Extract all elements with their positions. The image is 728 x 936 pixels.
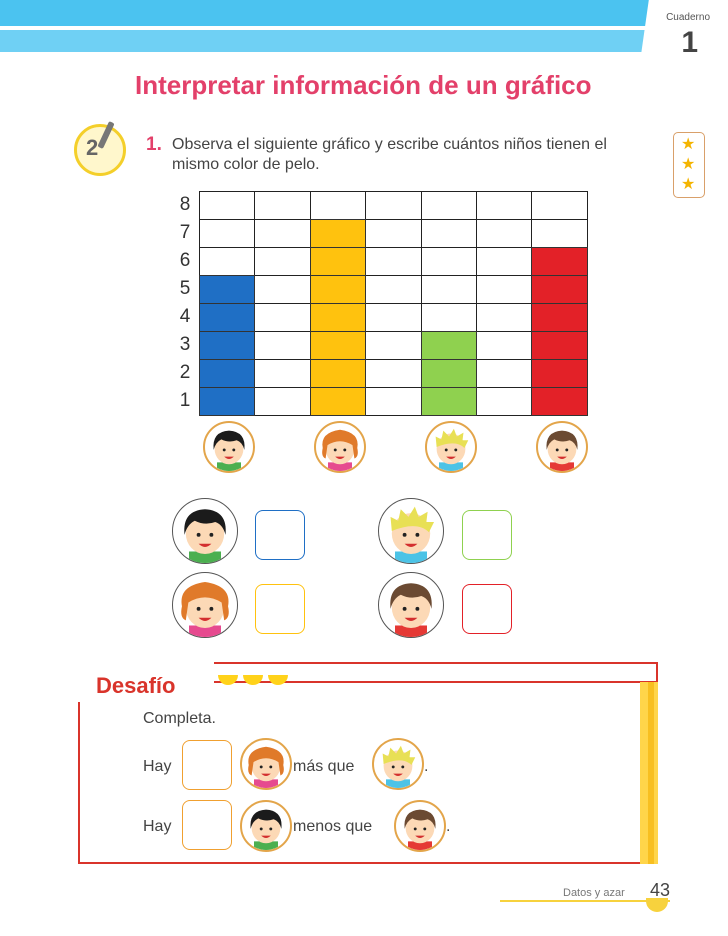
blond-hair-kid-face-icon (372, 738, 424, 790)
answer-box-brown-hair-kid[interactable] (462, 584, 512, 634)
chart-bar-red-hair-kid (310, 359, 366, 388)
cuaderno-label: Cuaderno (666, 12, 710, 23)
chart-bar-red-hair-kid (310, 247, 366, 276)
chart-grid-cell (254, 359, 310, 388)
chart-grid-cell (199, 247, 255, 276)
y-tick-label: 3 (179, 334, 191, 355)
line1-end: . (424, 758, 429, 775)
chart-bar-brown-hair-kid (531, 275, 587, 304)
y-tick-label: 2 (179, 362, 191, 383)
black-hair-kid-face-icon (240, 800, 292, 852)
desafio-title: Desafío (96, 673, 176, 698)
answer-box-red-hair-kid[interactable] (255, 584, 305, 634)
exercise-number: 1. (146, 134, 162, 155)
chart-bar-blond-hair-kid (421, 387, 477, 416)
chart-bar-brown-hair-kid (531, 387, 587, 416)
level-number: 2 (86, 135, 99, 160)
y-tick-label: 5 (179, 278, 191, 299)
chart-grid-cell (365, 275, 421, 304)
footer-section: Datos y azar (563, 887, 625, 899)
desafio-answer-box-1[interactable] (182, 740, 232, 790)
chart-grid-cell (365, 247, 421, 276)
y-tick-label: 8 (179, 194, 191, 215)
chart-grid-cell (421, 219, 477, 248)
y-tick-label: 1 (179, 390, 191, 411)
star-icon: ★ (681, 176, 696, 193)
chart-grid-cell (365, 387, 421, 416)
black-hair-kid-face-icon (203, 421, 255, 473)
line1-start: Hay (143, 758, 172, 775)
chart-bar-red-hair-kid (310, 387, 366, 416)
chart-bar-red-hair-kid (310, 219, 366, 248)
star-icon: ★ (681, 136, 696, 153)
chart-grid-cell (476, 359, 532, 388)
cuaderno-number: 1 (681, 26, 698, 59)
chart-bar-blond-hair-kid (421, 331, 477, 360)
chart-grid-cell (421, 191, 477, 220)
answer-box-blond-hair-kid[interactable] (462, 510, 512, 560)
page-title: Interpretar información de un gráfico (135, 70, 592, 100)
chart-grid-cell (365, 359, 421, 388)
chart-grid-cell (476, 275, 532, 304)
chart-bar-black-hair-kid (199, 359, 255, 388)
chart-bar-blond-hair-kid (421, 359, 477, 388)
chart-grid-cell (365, 303, 421, 332)
line2-middle: menos que (293, 818, 373, 835)
chart-grid-cell (476, 247, 532, 276)
chart-bar-brown-hair-kid (531, 331, 587, 360)
chart-grid-cell (531, 219, 587, 248)
difficulty-stars (673, 132, 705, 198)
line2-start: Hay (143, 818, 172, 835)
chart-grid-cell (254, 275, 310, 304)
y-tick-label: 6 (179, 250, 191, 271)
chart-grid-cell (421, 247, 477, 276)
chart-grid-cell (531, 191, 587, 220)
chart-grid-cell (254, 247, 310, 276)
chart-bar-brown-hair-kid (531, 247, 587, 276)
chart-grid-cell (310, 191, 366, 220)
answer-box-black-hair-kid[interactable] (255, 510, 305, 560)
red-hair-kid-face-icon (172, 572, 238, 638)
chart-grid-cell (254, 331, 310, 360)
chart-grid-cell (199, 219, 255, 248)
y-tick-label: 4 (179, 306, 191, 327)
y-tick-label: 7 (179, 222, 191, 243)
chart-grid-cell (199, 191, 255, 220)
level-badge (74, 124, 126, 176)
red-hair-kid-face-icon (240, 738, 292, 790)
chart-grid-cell (365, 331, 421, 360)
chart-bar-red-hair-kid (310, 331, 366, 360)
chart-grid-cell (254, 387, 310, 416)
chart-bar-brown-hair-kid (531, 359, 587, 388)
line2-end: . (446, 818, 451, 835)
chart-grid-cell (476, 219, 532, 248)
blond-hair-kid-face-icon (378, 498, 444, 564)
pencil-icon (97, 121, 114, 149)
chart-grid-cell (421, 303, 477, 332)
chart-bar-black-hair-kid (199, 331, 255, 360)
blond-hair-kid-face-icon (425, 421, 477, 473)
exercise-instruction: Observa el siguiente gráfico y escribe cuántos niños tienen el mismo color de pelo. (172, 136, 607, 173)
chart-grid-cell (476, 191, 532, 220)
top-banner (0, 0, 728, 56)
chart-grid-cell (254, 191, 310, 220)
desafio-answer-box-2[interactable] (182, 800, 232, 850)
red-hair-kid-face-icon (314, 421, 366, 473)
chart-grid-cell (421, 275, 477, 304)
black-hair-kid-face-icon (172, 498, 238, 564)
chart-bar-red-hair-kid (310, 303, 366, 332)
chart-bar-black-hair-kid (199, 387, 255, 416)
desafio-prompt: Completa. (143, 710, 216, 727)
chart-grid-cell (365, 219, 421, 248)
chart-bar-red-hair-kid (310, 275, 366, 304)
chart-grid-cell (476, 387, 532, 416)
line1-middle: más que (293, 758, 355, 775)
chart-bar-brown-hair-kid (531, 303, 587, 332)
star-icon: ★ (681, 156, 696, 173)
chart-grid-cell (254, 303, 310, 332)
chart-grid-cell (476, 303, 532, 332)
chart-bar-black-hair-kid (199, 275, 255, 304)
chart-grid-cell (476, 331, 532, 360)
chart-grid-cell (365, 191, 421, 220)
brown-hair-kid-face-icon (378, 572, 444, 638)
page-number: 43 (650, 880, 671, 900)
chart-grid-cell (254, 219, 310, 248)
brown-hair-kid-face-icon (394, 800, 446, 852)
brown-hair-kid-face-icon (536, 421, 588, 473)
chart-bar-black-hair-kid (199, 303, 255, 332)
